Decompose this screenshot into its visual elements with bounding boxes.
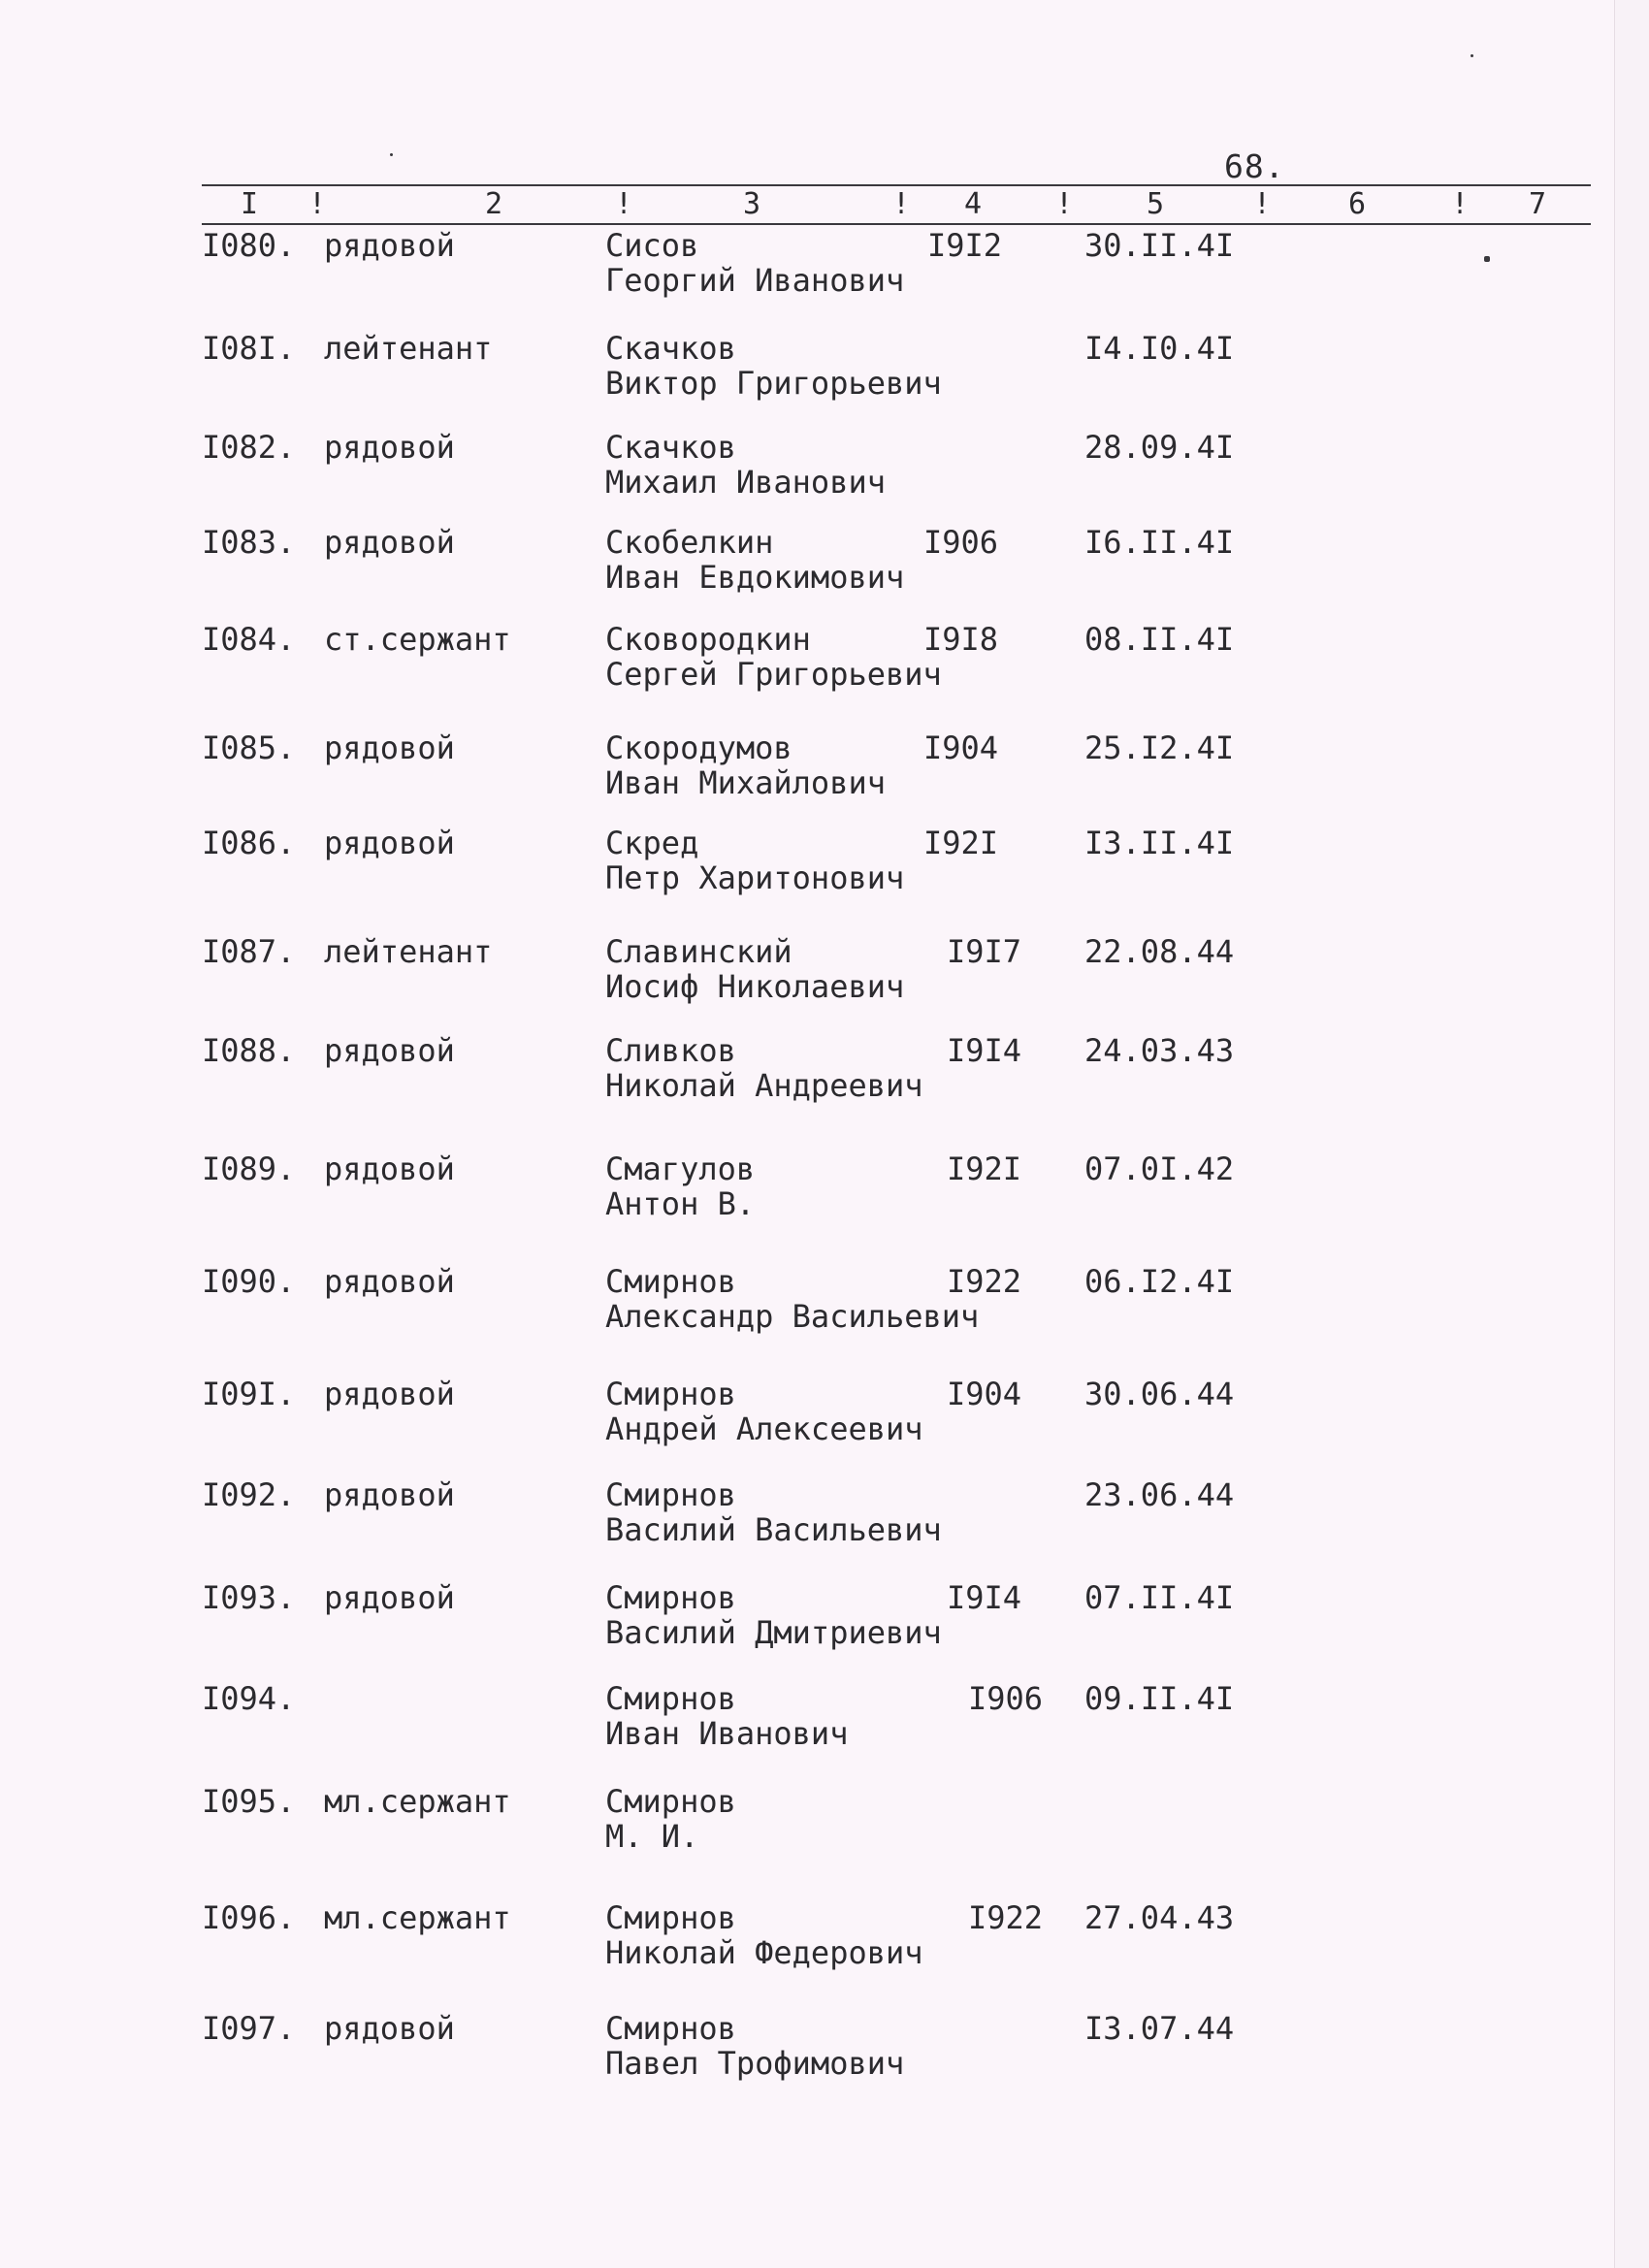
record-number: I096. <box>202 1899 296 1936</box>
page-number: 68. <box>1224 147 1285 185</box>
record-surname: Скачков <box>605 330 736 367</box>
record-date: 09.II.4I <box>1084 1680 1235 1717</box>
record-surname: Смирнов <box>605 1476 736 1513</box>
record-number: I095. <box>202 1783 296 1820</box>
record-rank: рядовой <box>324 729 455 766</box>
record-birth-year: I9I8 <box>923 621 999 658</box>
record-surname: Смирнов <box>605 1263 736 1300</box>
record-rank: рядовой <box>324 1376 455 1412</box>
column-separator: ! <box>892 187 911 221</box>
record-birth-year: I904 <box>947 1376 1022 1412</box>
record-rank: рядовой <box>324 524 455 561</box>
record-rank: рядовой <box>324 1032 455 1069</box>
record-given-name: Василий Дмитриевич <box>605 1614 942 1651</box>
record-rank: мл.сержант <box>324 1899 511 1936</box>
column-header-4: 4 <box>964 187 983 221</box>
record-surname: Смирнов <box>605 1579 736 1616</box>
record-date: I3.07.44 <box>1084 2010 1235 2047</box>
record-surname: Смирнов <box>605 1899 736 1936</box>
record-rank: рядовой <box>324 227 455 264</box>
record-given-name: Александр Васильевич <box>605 1298 980 1335</box>
column-separator: ! <box>308 187 327 221</box>
column-header-2: 2 <box>485 187 503 221</box>
column-header-7: 7 <box>1529 187 1547 221</box>
record-date: 22.08.44 <box>1084 933 1235 970</box>
scan-speck <box>1484 256 1490 262</box>
record-birth-year: I922 <box>947 1263 1022 1300</box>
record-rank: лейтенант <box>324 330 493 367</box>
record-date: 07.II.4I <box>1084 1579 1235 1616</box>
header-bottom-rule <box>202 223 1591 225</box>
record-rank: рядовой <box>324 1263 455 1300</box>
record-number: I084. <box>202 621 296 658</box>
record-surname: Сковородкин <box>605 621 811 658</box>
record-rank: ст.сержант <box>324 621 511 658</box>
record-surname: Славинский <box>605 933 792 970</box>
record-date: 30.II.4I <box>1084 227 1235 264</box>
record-given-name: Антон В. <box>605 1185 756 1222</box>
record-date: 28.09.4I <box>1084 429 1235 466</box>
column-header-5: 5 <box>1147 187 1165 221</box>
record-given-name: Петр Харитонович <box>605 859 905 896</box>
record-surname: Смагулов <box>605 1150 756 1187</box>
record-given-name: Виктор Григорьевич <box>605 365 942 402</box>
record-number: I09I. <box>202 1376 296 1412</box>
record-given-name: Михаил Иванович <box>605 464 886 501</box>
record-given-name: Иван Иванович <box>605 1715 849 1752</box>
record-number: I093. <box>202 1579 296 1616</box>
record-given-name: Павел Трофимович <box>605 2045 905 2082</box>
record-number: I088. <box>202 1032 296 1069</box>
scan-speck <box>1471 54 1473 57</box>
record-surname: Смирнов <box>605 1376 736 1412</box>
record-birth-year: I906 <box>923 524 999 561</box>
record-birth-year: I9I4 <box>947 1032 1022 1069</box>
record-number: I090. <box>202 1263 296 1300</box>
record-birth-year: I92I <box>923 825 999 861</box>
record-given-name: Николай Андреевич <box>605 1067 923 1104</box>
record-date: 24.03.43 <box>1084 1032 1235 1069</box>
record-rank: рядовой <box>324 2010 455 2047</box>
record-date: 30.06.44 <box>1084 1376 1235 1412</box>
record-given-name: М. И. <box>605 1818 699 1855</box>
record-birth-year: I904 <box>923 729 999 766</box>
record-surname: Смирнов <box>605 2010 736 2047</box>
record-rank: рядовой <box>324 1476 455 1513</box>
column-separator: ! <box>1253 187 1272 221</box>
record-rank: рядовой <box>324 1150 455 1187</box>
record-number: I087. <box>202 933 296 970</box>
column-separator: ! <box>615 187 633 221</box>
header-top-rule <box>202 184 1591 186</box>
record-date: 07.0I.42 <box>1084 1150 1235 1187</box>
record-surname: Сисов <box>605 227 699 264</box>
scan-speck <box>390 153 393 156</box>
record-birth-year: I922 <box>968 1899 1044 1936</box>
record-date: 08.II.4I <box>1084 621 1235 658</box>
record-given-name: Георгий Иванович <box>605 262 905 299</box>
record-surname: Скред <box>605 825 699 861</box>
record-birth-year: I906 <box>968 1680 1044 1717</box>
record-date: I6.II.4I <box>1084 524 1235 561</box>
record-number: I082. <box>202 429 296 466</box>
record-number: I083. <box>202 524 296 561</box>
record-surname: Сливков <box>605 1032 736 1069</box>
record-date: 06.I2.4I <box>1084 1263 1235 1300</box>
record-number: I080. <box>202 227 296 264</box>
column-header-3: 3 <box>743 187 761 221</box>
record-rank: рядовой <box>324 429 455 466</box>
record-date: 25.I2.4I <box>1084 729 1235 766</box>
record-surname: Скородумов <box>605 729 792 766</box>
record-given-name: Сергей Григорьевич <box>605 656 942 693</box>
record-birth-year: I9I2 <box>927 227 1003 264</box>
record-date: I4.I0.4I <box>1084 330 1235 367</box>
record-number: I085. <box>202 729 296 766</box>
column-separator: ! <box>1055 187 1074 221</box>
record-given-name: Иван Михайлович <box>605 764 886 801</box>
record-date: I3.II.4I <box>1084 825 1235 861</box>
record-number: I089. <box>202 1150 296 1187</box>
record-birth-year: I9I4 <box>947 1579 1022 1616</box>
record-number: I086. <box>202 825 296 861</box>
record-surname: Смирнов <box>605 1680 736 1717</box>
record-number: I092. <box>202 1476 296 1513</box>
record-rank: рядовой <box>324 825 455 861</box>
record-surname: Смирнов <box>605 1783 736 1820</box>
record-rank: мл.сержант <box>324 1783 511 1820</box>
record-rank: лейтенант <box>324 933 493 970</box>
record-surname: Скачков <box>605 429 736 466</box>
record-number: I097. <box>202 2010 296 2047</box>
record-number: I08I. <box>202 330 296 367</box>
record-given-name: Николай Федерович <box>605 1934 923 1971</box>
record-date: 23.06.44 <box>1084 1476 1235 1513</box>
column-separator: ! <box>1451 187 1470 221</box>
record-rank: рядовой <box>324 1579 455 1616</box>
record-given-name: Василий Васильевич <box>605 1511 942 1548</box>
record-given-name: Иосиф Николаевич <box>605 968 905 1005</box>
column-header-6: 6 <box>1348 187 1367 221</box>
record-date: 27.04.43 <box>1084 1899 1235 1936</box>
record-birth-year: I9I7 <box>947 933 1022 970</box>
record-given-name: Иван Евдокимович <box>605 559 905 596</box>
record-given-name: Андрей Алексеевич <box>605 1410 923 1447</box>
record-birth-year: I92I <box>947 1150 1022 1187</box>
record-number: I094. <box>202 1680 296 1717</box>
record-surname: Скобелкин <box>605 524 774 561</box>
column-header-1: I <box>241 187 259 221</box>
